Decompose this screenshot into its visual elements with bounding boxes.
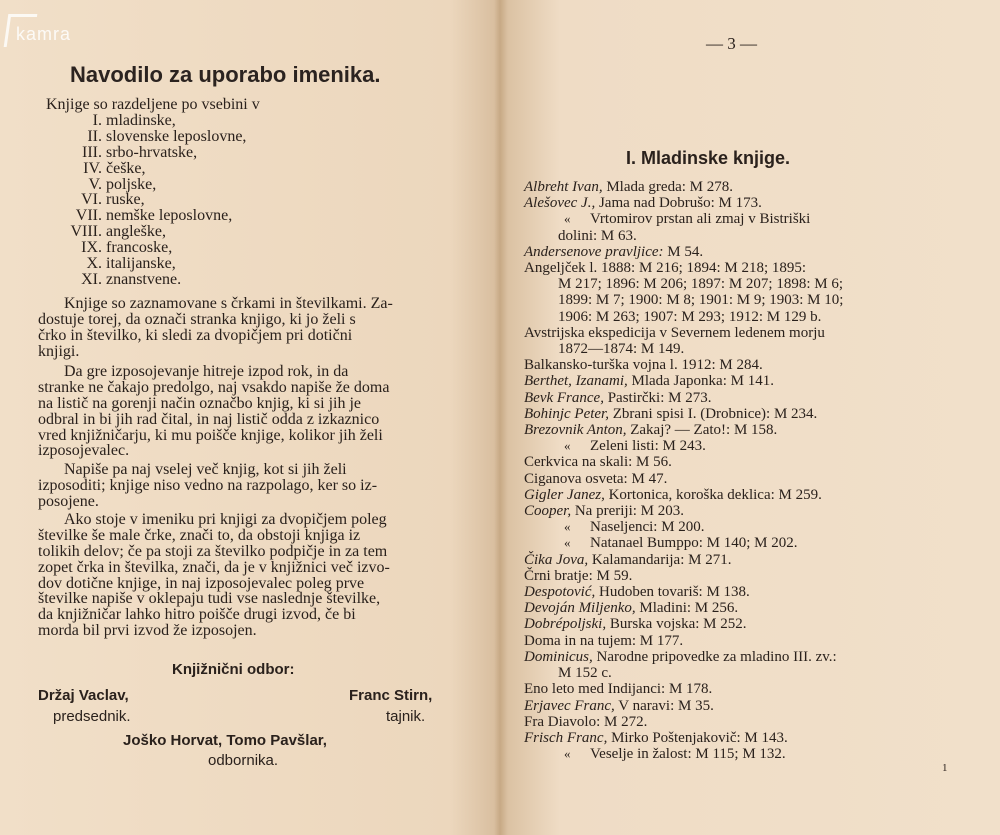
catalog-entry (524, 390, 964, 406)
list-label: nemške leposlovne, (106, 207, 233, 225)
entry-author: Cooper, (524, 503, 572, 520)
list-number: V. (88, 175, 102, 193)
paragraph-line: stranke ne čakajo predolgo, naj vsakdo napiše že doma (38, 378, 390, 396)
entry-title: V naravi: M 35. (614, 697, 714, 714)
paragraph-line: dostuje torej, da označi stranka knjigo, ki jo želi s (38, 310, 356, 328)
entry-author: Brezovnik Anton, (524, 422, 627, 439)
paragraph-multiple (38, 462, 456, 510)
entry-title: Narodne pripovedke za mladino III. zv.: (592, 648, 837, 665)
paragraph-borrowing (38, 364, 456, 459)
paragraph-line: izposojevalec. (38, 442, 130, 460)
list-item (26, 113, 446, 129)
entry-author: Frisch Franc, (524, 729, 608, 746)
catalog-entry (524, 584, 964, 600)
entry-title: Mirko Poštenjakovič: M 143. (607, 729, 788, 746)
committee-heading: Knjižnični odbor: (172, 661, 295, 678)
list-number: XI. (81, 270, 102, 288)
list-label: češke, (106, 159, 146, 177)
catalog-entry (524, 406, 964, 422)
committee-member-role: predsednik. (53, 708, 131, 725)
paragraph-line: izposoditi; knjige niso vedno na razpolago, ker so iz- (38, 476, 378, 494)
ditto-mark: « (564, 438, 571, 454)
page-number: — 3 — (706, 34, 757, 53)
list-item (26, 272, 446, 288)
entry-title: Cerkvica na skali: M 56. (524, 454, 672, 471)
catalog-entry (524, 422, 964, 438)
paragraph-line: tolikih delov; če pa stoji za številko podpičje in za tem (38, 542, 388, 560)
paragraph-line: Ako stoje v imeniku pri knjigi za dvopičjem poleg (64, 511, 387, 528)
list-label: srbo-hrvatske, (106, 143, 198, 161)
category-list (26, 113, 446, 288)
list-label: poljske, (106, 175, 157, 193)
catalog-entry (524, 244, 964, 260)
catalog-entries (524, 179, 964, 762)
list-number: VI. (81, 191, 102, 209)
catalog-entry (524, 616, 964, 632)
entry-title: Mlada greda: M 278. (602, 179, 733, 195)
catalog-entry (524, 746, 964, 762)
entry-title: Kortonica, koroška deklica: M 259. (604, 486, 822, 503)
catalog-entry (524, 552, 964, 568)
list-label: znanstvene. (106, 270, 182, 288)
entry-title: Burska vojska: M 252. (606, 616, 747, 633)
entry-continuation: M 152 c. (558, 665, 612, 682)
paragraph-line: na listič na gorenji način označbo knjig, ki si jih je (38, 394, 362, 412)
catalog-entry (524, 698, 964, 714)
list-item (26, 240, 446, 256)
list-item (26, 256, 446, 272)
catalog-entry (524, 714, 964, 730)
committee-member-names: Joško Horvat, Tomo Pavšlar, (123, 732, 327, 749)
list-item (26, 177, 446, 193)
catalog-entry (524, 309, 964, 325)
list-label: italijanske, (106, 255, 176, 273)
catalog-entry (524, 633, 964, 649)
list-item (26, 145, 446, 161)
entry-continuation: M 217; 1896: M 206; 1897: M 207; 1898: M 6; (558, 276, 844, 293)
list-label: angleške, (106, 223, 166, 241)
catalog-entry (524, 487, 964, 503)
paragraph-line: zopet črka in številka, znači, da je v knjižnici več izvo- (38, 558, 390, 576)
ditto-mark: « (564, 211, 571, 227)
entry-author: Gigler Janez, (524, 486, 605, 503)
list-item (26, 224, 446, 240)
catalog-entry (524, 681, 964, 697)
entry-title: Hudoben tovariš: M 138. (595, 584, 750, 601)
entry-title: Mlada Japonka: M 141. (627, 373, 774, 390)
entry-title: Jama nad Dobrušo: M 173. (595, 195, 762, 212)
entry-title: M 54. (663, 243, 704, 260)
list-number: VII. (75, 207, 102, 225)
list-number: VIII. (70, 223, 102, 241)
entry-title: Naseljenci: M 200. (590, 519, 705, 536)
catalog-entry (524, 519, 964, 535)
entry-title: Avstrijska ekspedicija v Severnem ledenem morju (524, 324, 825, 341)
catalog-entry (524, 373, 964, 389)
entry-continuation: 1899: M 7; 1900: M 8; 1901: M 9; 1903: M 10; (558, 292, 844, 309)
entry-title: Ciganova osveta: M 47. (524, 470, 668, 487)
catalog-entry (524, 276, 964, 292)
list-number: IV. (83, 159, 102, 177)
entry-title: Zeleni listi: M 243. (590, 438, 706, 455)
entry-title: Črni bratje: M 59. (524, 567, 633, 584)
catalog-entry (524, 292, 964, 308)
list-item (26, 161, 446, 177)
entry-author: Čika Jova, (524, 551, 589, 568)
list-item (26, 192, 446, 208)
paragraph-line: Da gre izposojevanje hitreje izpod rok, in da (64, 363, 349, 380)
ditto-mark: « (564, 535, 571, 551)
paragraph-line: da knjižničar lahko hitro poišče drugi izvod, če bi (38, 606, 356, 624)
list-label: slovenske leposlovne, (106, 127, 247, 145)
paragraph-line: posojene. (38, 492, 99, 510)
catalog-entry (524, 211, 964, 227)
catalog-entry (524, 730, 964, 746)
committee-member-role: tajnik. (386, 708, 426, 725)
paragraph-line: dov dotične knjige, in naj izposojevalec poleg prve (38, 574, 365, 592)
committee-member-role: odbornika. (208, 752, 279, 769)
entry-title: Zakaj? — Zato!: M 158. (626, 422, 778, 439)
watermark: kamra (16, 24, 72, 44)
list-item (26, 129, 446, 145)
paragraph-line: knjigi. (38, 342, 80, 360)
entry-author: Albreht Ivan, (524, 179, 603, 195)
catalog-entry (524, 341, 964, 357)
catalog-entry (524, 438, 964, 454)
entry-author: Despotović, (524, 584, 596, 601)
entry-author: Dobrépoljski, (524, 616, 607, 633)
paragraph-line: odbral in bi jih rad čital, in naj listič odda z izkaznico (38, 410, 380, 428)
committee-member-name: Franc Stirn, (349, 687, 433, 704)
paragraph-line: Knjige so zaznamovane s črkami in številkami. Za- (64, 295, 393, 312)
paragraph-line: morda bil prvi izvod že izposojen. (38, 622, 257, 640)
paragraph-line: številke še male črke, znači to, da obstoji knjiga iz (38, 526, 361, 544)
entry-author: Berthet, Izanami, (524, 373, 628, 390)
entry-continuation: 1906: M 263; 1907: M 293; 1912: M 129 b. (558, 308, 822, 325)
catalog-entry (524, 600, 964, 616)
list-number: I. (92, 112, 102, 129)
committee-member-name: Držaj Vaclav, (38, 687, 129, 704)
paragraph-marking (38, 296, 456, 360)
catalog-entry (524, 649, 964, 665)
entry-author: Dominicus, (524, 648, 593, 665)
list-label: francoske, (106, 239, 173, 257)
entry-author: Bevk France, (524, 389, 604, 406)
list-number: X. (86, 255, 102, 273)
entry-title: Na preriji: M 203. (571, 503, 684, 520)
list-number: II. (87, 127, 102, 145)
catalog-entry (524, 665, 964, 681)
entry-title: Zbrani spisi I. (Drobnice): M 234. (608, 405, 818, 422)
catalog-entry (524, 357, 964, 373)
entry-author: Bohinjc Peter, (524, 405, 609, 422)
entry-title: Angeljček l. 1888: M 216; 1894: M 218; 1895: (524, 260, 807, 277)
catalog-entry (524, 325, 964, 341)
entry-title: Doma in na tujem: M 177. (524, 632, 684, 649)
entry-title: Balkansko-turška vojna l. 1912: M 284. (524, 357, 763, 374)
catalog-entry (524, 195, 964, 211)
section-title: I. Mladinske knjige. (626, 148, 791, 168)
entry-author: Alešovec J., (524, 195, 596, 212)
catalog-entry (524, 260, 964, 276)
list-label: mladinske, (106, 112, 176, 129)
list-label: ruske, (106, 191, 145, 209)
catalog-entry (524, 535, 964, 551)
catalog-entry (524, 454, 964, 470)
catalog-entry (524, 503, 964, 519)
paragraph-line: Napiše pa naj vselej več knjig, kot si jih želi (64, 461, 347, 478)
entry-title: Eno leto med Indijanci: M 178. (524, 681, 713, 698)
entry-author: Erjavec Franc, (524, 697, 615, 714)
entry-author: Devoján Miljenko, (524, 600, 636, 617)
list-number: III. (82, 143, 102, 161)
ditto-mark: « (564, 519, 571, 535)
catalog-entry (524, 568, 964, 584)
entry-continuation: dolini: M 63. (558, 227, 637, 244)
paragraph-line: vred knjižničarju, ki mu poišče knjige, kolikor jih želi (38, 426, 383, 444)
entry-title: Vrtomirov prstan ali zmaj v Bistriški (590, 211, 811, 228)
catalog-entry (524, 228, 964, 244)
page-title: Navodilo za uporabo imenika. (70, 62, 381, 87)
list-number: IX. (81, 239, 102, 257)
corner-mark: 1 (942, 762, 948, 774)
paragraph-copies (38, 512, 456, 639)
catalog-entry (524, 471, 964, 487)
ditto-mark: « (564, 746, 571, 762)
intro-line: Knjige so razdeljene po vsebini v (46, 96, 260, 113)
entry-title: Natanael Bumppo: M 140; M 202. (590, 535, 798, 552)
paragraph-line: črko in številko, ki sledi za dvopičjem pri dotični (38, 326, 353, 344)
entry-title: Mladini: M 256. (635, 600, 739, 617)
entry-title: Veselje in žalost: M 115; M 132. (590, 746, 786, 763)
entry-title: Kalamandarija: M 271. (588, 551, 732, 568)
paragraph-line: številke napiše v oklepaju tudi vse naslednje številke, (38, 590, 381, 608)
entry-title: Pastirčki: M 273. (603, 389, 712, 406)
entry-author: Andersenove pravljice: (524, 243, 664, 260)
list-item (26, 208, 446, 224)
catalog-entry (524, 179, 964, 195)
entry-continuation: 1872—1874: M 149. (558, 341, 685, 358)
entry-title: Fra Diavolo: M 272. (524, 713, 648, 730)
